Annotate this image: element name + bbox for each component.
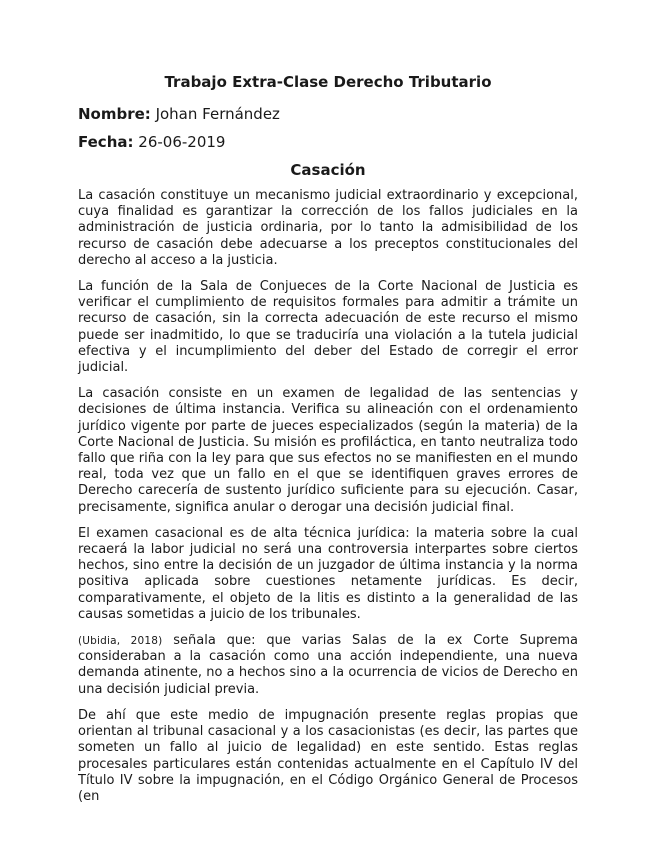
paragraph: La casación constituye un mecanismo judicial extraordinario y excepcional, cuya finalidad es garantizar la corrección de los fallos judiciales en la administración de justicia ordinaria, por lo tanto la admisibilidad de los recurso de casación debe adecuarse a los preceptos constitucionales del derecho al acceso a la justicia.: [78, 188, 578, 268]
section-title: Casación: [290, 161, 366, 179]
document-title: Trabajo Extra-Clase Derecho Tributario: [164, 73, 492, 91]
date-line: [78, 132, 578, 152]
name-line: [78, 104, 578, 124]
date-label: Fecha:: [78, 133, 134, 151]
name-label: Nombre:: [78, 105, 151, 123]
paragraph: La casación consiste en un examen de legalidad de las sentencias y decisiones de última instancia. Verifica su alineación con el ordenamiento jurídico vigente por parte de jueces especializados (según la materia) de la Corte Nacional de Justicia. Su misión es profiláctica, en tanto neutraliza todo fallo que riña con la ley para que sus efectos no se manifiesten en el mundo real, toda vez que un fallo en el que se identifiquen graves errores de Derecho carecería de sustento jurídico suficiente para su ejecución. Casar, precisamente, significa anular o derogar una decisión judicial final.: [78, 386, 578, 515]
last-paragraph: De ahí que este medio de impugnación presente reglas propias que orientan al tribunal casacional y a los casacionistas (es decir, las partes que someten un fallo al juicio de legalidad) en este sentido. Estas reglas procesales particulares están contenidas actualmente en el Capítulo IV del Título IV sobre la impugnación, en el Código Orgánico General de Procesos (en: [78, 707, 578, 804]
date-value: 26-06-2019: [138, 133, 226, 151]
document-page: [78, 72, 578, 815]
citation-text: señala que: que varias Salas de la ex Corte Suprema consideraban a la casación como una acción independiente, una nueva demanda atinente, no a hechos sino a la ocurrencia de vicios de Derecho en una decisión judicial previa.: [78, 633, 578, 697]
citation-paragraph: [78, 633, 578, 698]
name-value: Johan Fernández: [155, 105, 280, 123]
paragraph: La función de la Sala de Conjueces de la Corte Nacional de Justicia es verificar el cumplimiento de requisitos formales para admitir a trámite un recurso de casación, sin la correcta adecuación de este recurso el mismo puede ser inadmitido, lo que se traduciría una violación a la tutela judicial efectiva y el incumplimiento del deber del Estado de corregir el error judicial.: [78, 279, 578, 376]
paragraph: El examen casacional es de alta técnica jurídica: la materia sobre la cual recaerá la labor judicial no será una controversia interpartes sobre ciertos hechos, sino entre la decisión de un juzgador de última instancia y la norma positiva aplicada sobre cuestiones netamente jurídicas. Es decir, comparativamente, el objeto de la litis es distinto a la generalidad de las causas sometidas a juicio de los tribunales.: [78, 525, 578, 622]
citation-reference: (Ubidia, 2018): [78, 635, 163, 648]
